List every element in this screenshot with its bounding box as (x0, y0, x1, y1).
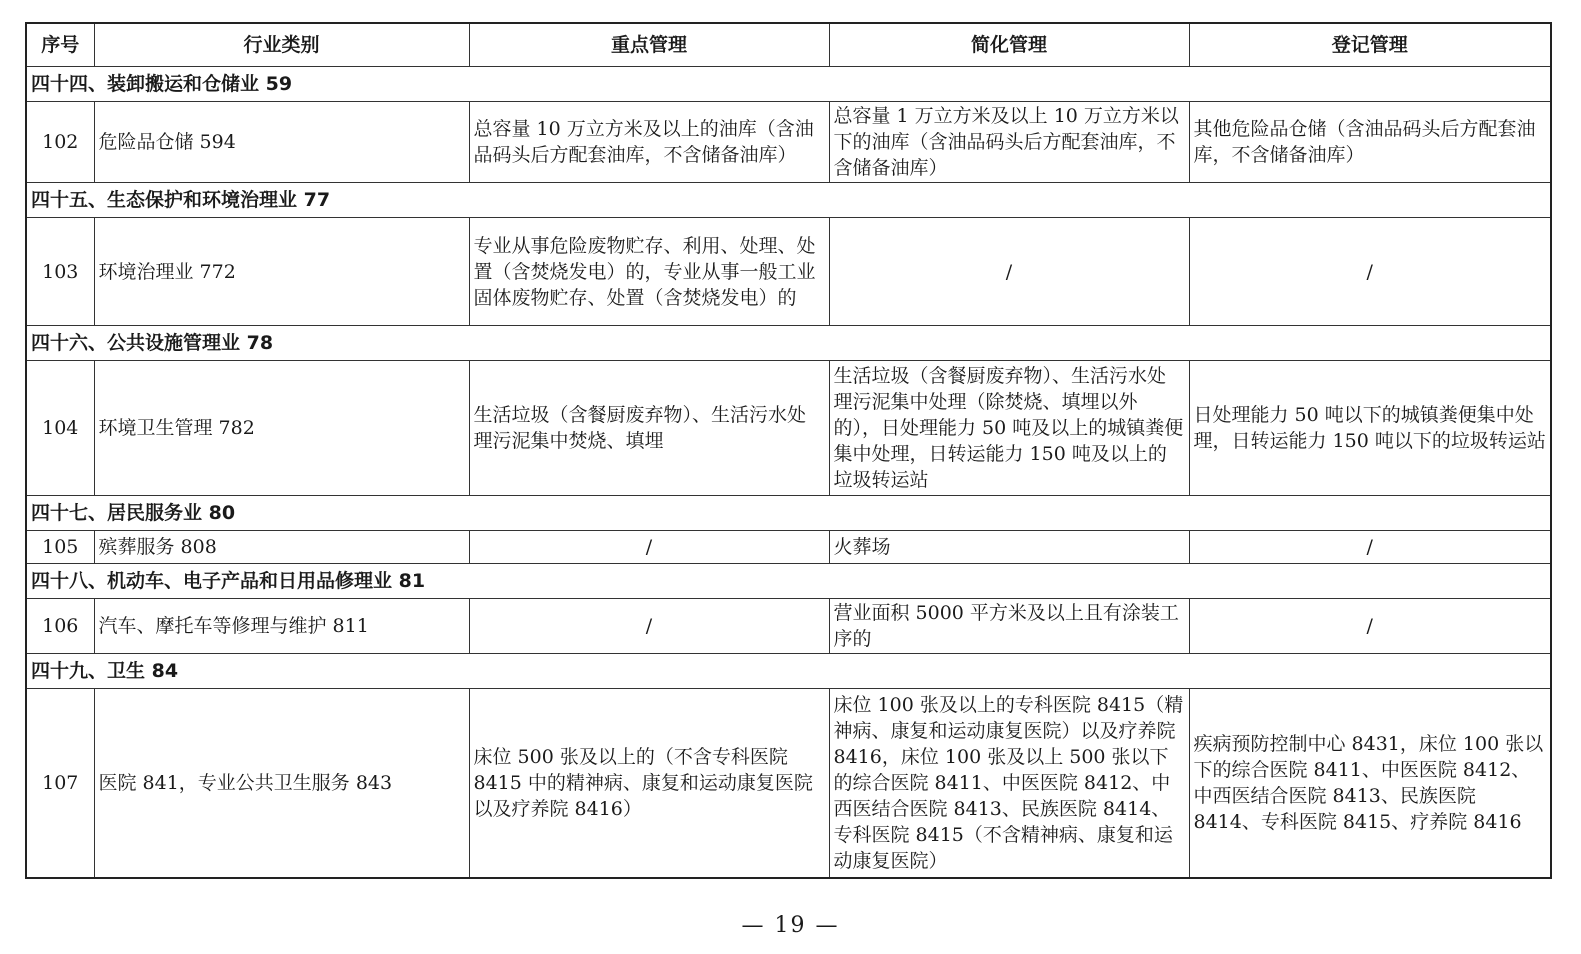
row-registration-management: / (1189, 599, 1551, 654)
row-registration-management: / (1189, 531, 1551, 564)
row-simplified-management: 火葬场 (829, 531, 1189, 564)
row-simplified-management: 生活垃圾（含餐厨废弃物）、生活污水处理污泥集中处理（除焚烧、填埋以外的），日处理能力 50 吨及以上的城镇粪便集中处理，日转运能力 150 吨及以上的垃圾转运站 (829, 361, 1189, 496)
table-row (26, 599, 1551, 654)
table-row (26, 531, 1551, 564)
row-number: 102 (26, 102, 94, 183)
row-simplified-management: 总容量 1 万立方米及以上 10 万立方米以下的油库（含油品码头后方配套油库，不含储备油库） (829, 102, 1189, 183)
header-serial-number: 序号 (26, 23, 94, 67)
table-row (26, 102, 1551, 183)
row-registration-management: 疾病预防控制中心 8431，床位 100 张以下的综合医院 8411、中医医院 8412、中西医结合医院 8413、民族医院 8414、专科医院 8415、疗养院 8416 (1189, 689, 1551, 879)
row-number: 105 (26, 531, 94, 564)
section-row (26, 183, 1551, 218)
table-row (26, 218, 1551, 326)
table-header-row (26, 23, 1551, 67)
row-number: 106 (26, 599, 94, 654)
row-simplified-management: / (829, 218, 1189, 326)
row-number: 107 (26, 689, 94, 879)
row-simplified-management: 床位 100 张及以上的专科医院 8415（精神病、康复和运动康复医院）以及疗养院 8416，床位 100 张及以上 500 张以下的综合医院 8411、中医医院 8412、中西医结合医院 8413、民族医院 8414、专科医院 8415（不含精神病、康复和运动康复医院） (829, 689, 1189, 879)
row-category: 殡葬服务 808 (94, 531, 469, 564)
section-title: 四十六、公共设施管理业 78 (26, 326, 1551, 361)
row-category: 环境卫生管理 782 (94, 361, 469, 496)
section-title: 四十九、卫生 84 (26, 654, 1551, 689)
header-industry-category: 行业类别 (94, 23, 469, 67)
header-simplified-management: 简化管理 (829, 23, 1189, 67)
row-category: 汽车、摩托车等修理与维护 811 (94, 599, 469, 654)
header-registration-management: 登记管理 (1189, 23, 1551, 67)
header-key-management: 重点管理 (469, 23, 829, 67)
row-category: 医院 841，专业公共卫生服务 843 (94, 689, 469, 879)
row-key-management: / (469, 531, 829, 564)
section-title: 四十五、生态保护和环境治理业 77 (26, 183, 1551, 218)
row-key-management: / (469, 599, 829, 654)
page-number: — 19 — (741, 913, 840, 938)
row-key-management: 床位 500 张及以上的（不含专科医院 8415 中的精神病、康复和运动康复医院以及疗养院 8416） (469, 689, 829, 879)
row-simplified-management: 营业面积 5000 平方米及以上且有涂装工序的 (829, 599, 1189, 654)
permit-classification-table (25, 22, 1552, 879)
section-row (26, 564, 1551, 599)
row-registration-management: 其他危险品仓储（含油品码头后方配套油库，不含储备油库） (1189, 102, 1551, 183)
row-key-management: 生活垃圾（含餐厨废弃物）、生活污水处理污泥集中焚烧、填埋 (469, 361, 829, 496)
section-title: 四十八、机动车、电子产品和日用品修理业 81 (26, 564, 1551, 599)
row-number: 104 (26, 361, 94, 496)
row-category: 危险品仓储 594 (94, 102, 469, 183)
section-row (26, 326, 1551, 361)
section-title: 四十七、居民服务业 80 (26, 496, 1551, 531)
table-row (26, 689, 1551, 879)
row-registration-management: 日处理能力 50 吨以下的城镇粪便集中处理，日转运能力 150 吨以下的垃圾转运站 (1189, 361, 1551, 496)
row-category: 环境治理业 772 (94, 218, 469, 326)
row-key-management: 专业从事危险废物贮存、利用、处理、处置（含焚烧发电）的，专业从事一般工业固体废物贮存、处置（含焚烧发电）的 (469, 218, 829, 326)
row-registration-management: / (1189, 218, 1551, 326)
row-number: 103 (26, 218, 94, 326)
row-key-management: 总容量 10 万立方米及以上的油库（含油品码头后方配套油库，不含储备油库） (469, 102, 829, 183)
section-row (26, 496, 1551, 531)
table-row (26, 361, 1551, 496)
section-row (26, 654, 1551, 689)
section-row (26, 67, 1551, 102)
section-title: 四十四、装卸搬运和仓储业 59 (26, 67, 1551, 102)
